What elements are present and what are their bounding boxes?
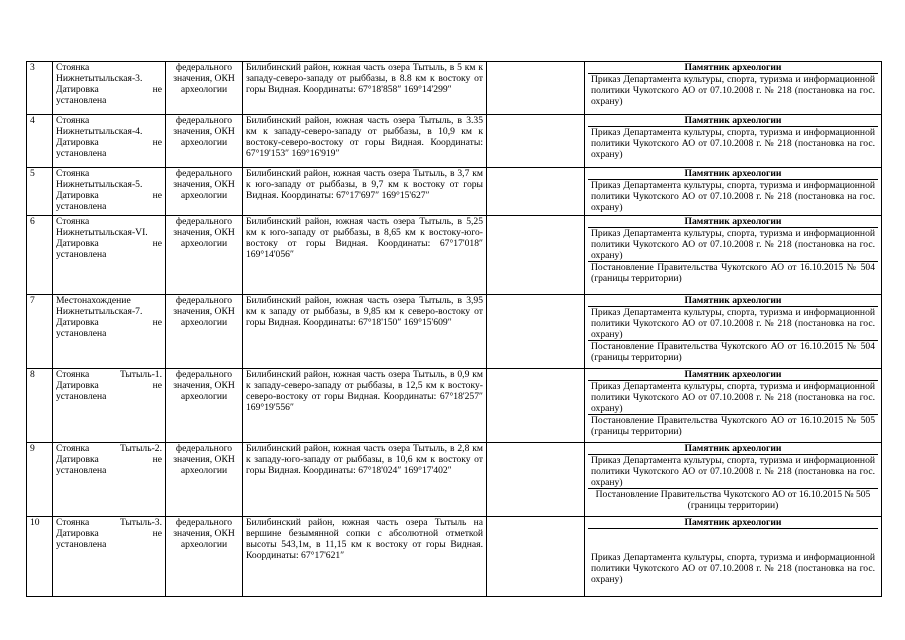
site-name: Стоянка Тытыль-2. Датировка не установлена xyxy=(53,443,166,517)
table-row xyxy=(27,168,882,216)
protection-category: федерального значения, ОКН археологии xyxy=(166,216,243,295)
protection-order: Приказ Департамента культуры, спорта, туризма и информационной политики Чукотского АО от 07.10.2008 г. № 218 (постановка на гос. охрану) xyxy=(591,74,875,107)
monument-type-heading: Памятник археологии xyxy=(588,517,878,529)
legal-documents xyxy=(585,517,882,597)
protection-category: федерального значения, ОКН археологии xyxy=(166,517,243,597)
table-row xyxy=(27,443,882,517)
legal-documents xyxy=(585,216,882,295)
monument-type-heading: Памятник археологии xyxy=(588,295,878,307)
empty-cell xyxy=(487,216,585,295)
legal-documents xyxy=(585,168,882,216)
legal-documents xyxy=(585,369,882,443)
protection-order: Приказ Департамента культуры, спорта, туризма и информационной политики Чукотского АО от 07.10.2008 г. № 218 (постановка на гос. охрану) xyxy=(591,552,875,585)
monument-type-heading: Памятник археологии xyxy=(588,369,878,381)
site-name: Местонахождение Нижнетытыльская-7. Датировка не установлена xyxy=(53,295,166,369)
protection-category: федерального значения, ОКН археологии xyxy=(166,168,243,216)
site-location: Билибинский район, южная часть озера Тытыль, в 5 км к западу-северо-западу от рыббазы, в 8.8 км к востоку от горы Видная. Координаты: 67°18'858″ 169°14'299″ xyxy=(243,62,487,115)
legal-documents xyxy=(585,295,882,369)
site-name: Стоянка Тытыль-1. Датировка не установлена xyxy=(53,369,166,443)
table-body xyxy=(27,62,882,597)
territory-resolution: Постановление Правительства Чукотского АО от 16.10.2015 № 504 (границы территории) xyxy=(588,340,878,363)
table-row xyxy=(27,216,882,295)
protection-order: Приказ Департамента культуры, спорта, туризма и информационной политики Чукотского АО от 07.10.2008 г. № 218 (постановка на гос. охрану) xyxy=(591,127,875,160)
row-number: 6 xyxy=(27,216,53,295)
empty-cell xyxy=(487,62,585,115)
site-location: Билибинский район, южная часть озера Тытыль, в 5,25 км к юго-западу от рыббазы, в 8,65 км к востоку-юго-востоку от горы Видная. Координаты: 67°17'018″ 169°14'056″ xyxy=(243,216,487,295)
empty-cell xyxy=(487,115,585,168)
protection-order: Приказ Департамента культуры, спорта, туризма и информационной политики Чукотского АО от 07.10.2008 г. № 218 (постановка на гос. охрану) xyxy=(591,180,875,213)
site-location: Билибинский район, южная часть озера Тытыль, в 3,95 км к западу от рыббазы, в 9,85 км к северо-востоку от горы Видная. Координаты: 67°18'150″ 169°15'609″ xyxy=(243,295,487,369)
protection-order: Приказ Департамента культуры, спорта, туризма и информационной политики Чукотского АО от 07.10.2008 г. № 218 (постановка на гос. охрану) xyxy=(591,381,875,414)
monument-type-heading: Памятник археологии xyxy=(588,216,878,228)
site-name: Стоянка Нижнетытыльская-VI. Датировка не установлена xyxy=(53,216,166,295)
table-row xyxy=(27,62,882,115)
monuments-table xyxy=(26,61,882,597)
site-location: Билибинский район, южная часть озера Тытыль, в 3.35 км к западу-северо-западу от рыббазы, в 10,9 км к востоку-северо-востоку от горы Видная. Координаты: 67°19'153″ 169°16'919″ xyxy=(243,115,487,168)
site-name: Стоянка Нижнетытыльская-5. Датировка не установлена xyxy=(53,168,166,216)
table-row xyxy=(27,295,882,369)
monument-type-heading: Памятник археологии xyxy=(588,443,878,455)
empty-cell xyxy=(487,517,585,597)
empty-cell xyxy=(487,369,585,443)
territory-resolution: Постановление Правительства Чукотского АО от 16.10.2015 № 505 (границы территории) xyxy=(588,488,878,511)
site-location: Билибинский район, южная часть озера Тытыль, в 2,8 км к западу-юго-западу от рыббазы, в 10,6 км к востоку от горы Видная. Координаты: 67°18'024″ 169°17'402″ xyxy=(243,443,487,517)
protection-order: Приказ Департамента культуры, спорта, туризма и информационной политики Чукотского АО от 07.10.2008 г. № 218 (постановка на гос. охрану) xyxy=(591,455,875,488)
site-location: Билибинский район, южная часть озера Тытыль, в 0,9 км к западу-северо-западу от рыббазы, в 12,5 км к востоку-северо-востоку от горы Видная. Координаты: 67°18'257″ 169°19'556″ xyxy=(243,369,487,443)
row-number: 3 xyxy=(27,62,53,115)
monument-type-heading: Памятник археологии xyxy=(588,115,878,127)
monument-type-heading: Памятник археологии xyxy=(588,62,878,74)
empty-cell xyxy=(487,443,585,517)
protection-category: федерального значения, ОКН археологии xyxy=(166,295,243,369)
territory-resolution: Постановление Правительства Чукотского АО от 16.10.2015 № 504 (границы территории) xyxy=(588,261,878,284)
protection-order: Приказ Департамента культуры, спорта, туризма и информационной политики Чукотского АО от 07.10.2008 г. № 218 (постановка на гос. охрану) xyxy=(591,307,875,340)
protection-category: федерального значения, ОКН археологии xyxy=(166,369,243,443)
site-name: Стоянка Нижнетытыльская-4. Датировка не установлена xyxy=(53,115,166,168)
legal-documents xyxy=(585,62,882,115)
monument-type-heading: Памятник археологии xyxy=(588,168,878,180)
site-location: Билибинский район, южная часть озера Тытыль на вершине безымянной сопки с абсолютной отметкой высоты 543,1м, в 11,15 км к востоку от горы Видная. Координаты: 67°17'621″ xyxy=(243,517,487,597)
empty-cell xyxy=(487,295,585,369)
table-row xyxy=(27,369,882,443)
empty-cell xyxy=(487,168,585,216)
table-row xyxy=(27,115,882,168)
row-number: 8 xyxy=(27,369,53,443)
protection-order: Приказ Департамента культуры, спорта, туризма и информационной политики Чукотского АО от 07.10.2008 г. № 218 (постановка на гос. охрану) xyxy=(591,228,875,261)
table-row xyxy=(27,517,882,597)
protection-category: федерального значения, ОКН археологии xyxy=(166,115,243,168)
row-number: 4 xyxy=(27,115,53,168)
row-number: 7 xyxy=(27,295,53,369)
row-number: 9 xyxy=(27,443,53,517)
row-number: 10 xyxy=(27,517,53,597)
protection-category: федерального значения, ОКН археологии xyxy=(166,62,243,115)
site-name: Стоянка Тытыль-3. Датировка не установлена xyxy=(53,517,166,597)
site-location: Билибинский район, южная часть озера Тытыль, в 3,7 км к юго-западу от рыббазы, в 9,7 км к востоку от горы Видная. Координаты: 67°17'697″ 169°15'627″ xyxy=(243,168,487,216)
row-number: 5 xyxy=(27,168,53,216)
territory-resolution: Постановление Правительства Чукотского АО от 16.10.2015 № 505 (границы территории) xyxy=(588,414,878,437)
site-name: Стоянка Нижнетытыльская-3. Датировка не установлена xyxy=(53,62,166,115)
legal-documents xyxy=(585,115,882,168)
legal-documents xyxy=(585,443,882,517)
protection-category: федерального значения, ОКН археологии xyxy=(166,443,243,517)
